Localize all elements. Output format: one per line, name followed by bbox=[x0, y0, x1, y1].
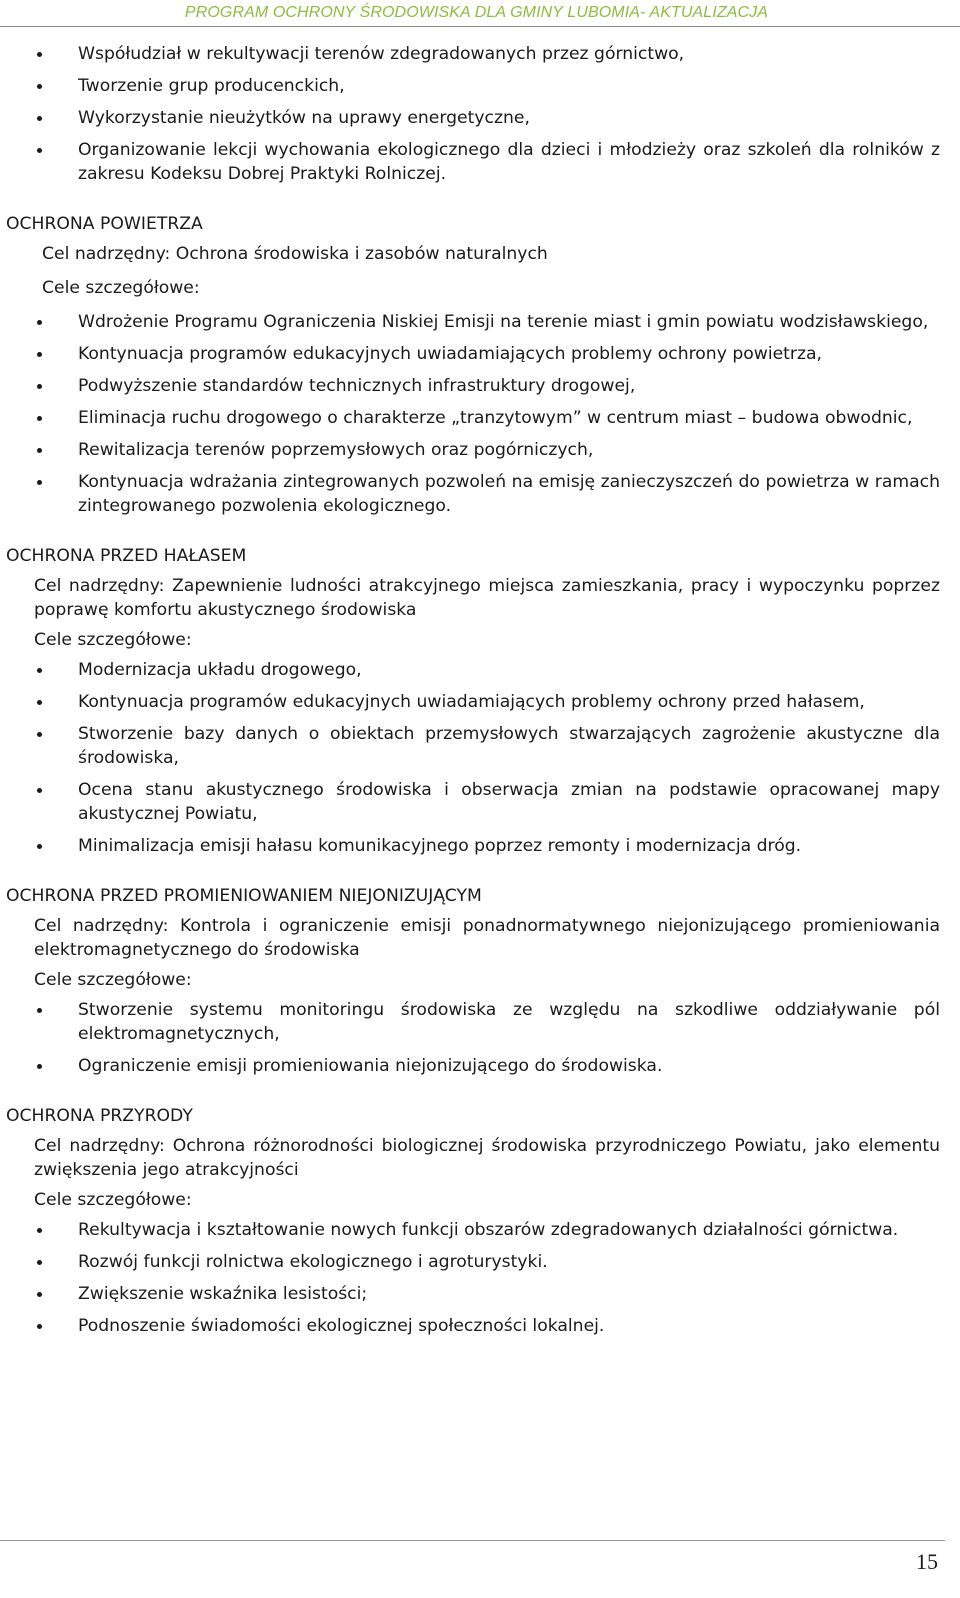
specific-goals-label: Cele szczegółowe: bbox=[34, 630, 192, 650]
footer-divider bbox=[0, 1540, 945, 1541]
specific-goals-list bbox=[6, 310, 940, 518]
main-goal: Cel nadrzędny: Kontrola i ograniczenie emisji ponadnormatywnego niejonizującego promieniowania elektromagnetycznego do środowiska bbox=[34, 916, 940, 960]
section-title: OCHRONA PRZED PROMIENIOWANIEM NIEJONIZUJĄCYM bbox=[6, 886, 482, 906]
list-item: Stworzenie bazy danych o obiektach przemysłowych stwarzających zagrożenie akustyczne dla środowiska, bbox=[6, 722, 940, 770]
specific-goals-label: Cele szczegółowe: bbox=[34, 970, 192, 990]
main-goal: Cel nadrzędny: Ochrona różnorodności biologicznej środowiska przyrodniczego Powiatu, jako elementu zwiększenia jego atrakcyjności bbox=[34, 1136, 940, 1180]
section-ochrona-powietrza bbox=[6, 212, 940, 518]
section-title: OCHRONA PRZYRODY bbox=[6, 1106, 193, 1126]
main-goal: Cel nadrzędny: Ochrona środowiska i zasobów naturalnych bbox=[42, 244, 548, 264]
list-item: Rozwój funkcji rolnictwa ekologicznego i agroturystyki. bbox=[6, 1250, 940, 1274]
list-item: Kontynuacja wdrażania zintegrowanych pozwoleń na emisję zanieczyszczeń do powietrza w ramach zintegrowanego pozwolenia ekologicznego. bbox=[6, 470, 940, 518]
list-item: Ocena stanu akustycznego środowiska i obserwacja zmian na podstawie opracowanej mapy akustycznej Powiatu, bbox=[6, 778, 940, 826]
section-ochrona-przyrody bbox=[6, 1104, 940, 1338]
list-item: Współudział w rekultywacji terenów zdegradowanych przez górnictwo, bbox=[6, 42, 940, 66]
list-item: Rekultywacja i kształtowanie nowych funkcji obszarów zdegradowanych działalności górnictwa. bbox=[6, 1218, 940, 1242]
list-item: Tworzenie grup producenckich, bbox=[6, 74, 940, 98]
list-item: Minimalizacja emisji hałasu komunikacyjnego poprzez remonty i modernizacja dróg. bbox=[6, 834, 940, 858]
list-item: Wdrożenie Programu Ograniczenia Niskiej Emisji na terenie miast i gmin powiatu wodzisławskiego, bbox=[6, 310, 940, 334]
list-item: Kontynuacja programów edukacyjnych uwiadamiających problemy ochrony przed hałasem, bbox=[6, 690, 940, 714]
main-goal: Cel nadrzędny: Zapewnienie ludności atrakcyjnego miejsca zamieszkania, pracy i wypoczynku poprzez poprawę komfortu akustycznego środowiska bbox=[34, 576, 940, 620]
intro-list bbox=[6, 42, 940, 186]
list-item: Organizowanie lekcji wychowania ekologicznego dla dzieci i młodzieży oraz szkoleń dla rolników z zakresu Kodeksu Dobrej Praktyki Rolniczej. bbox=[6, 138, 940, 186]
specific-goals-list bbox=[6, 1218, 940, 1338]
section-title: OCHRONA POWIETRZA bbox=[6, 214, 203, 234]
list-item: Zwiększenie wskaźnika lesistości; bbox=[6, 1282, 940, 1306]
list-item: Stworzenie systemu monitoringu środowiska ze względu na szkodliwe oddziaływanie pól elektromagnetycznych, bbox=[6, 998, 940, 1046]
list-item: Modernizacja układu drogowego, bbox=[6, 658, 940, 682]
page-number: 15 bbox=[916, 1549, 938, 1574]
specific-goals-list bbox=[6, 998, 940, 1078]
header-title: PROGRAM OCHRONY ŚRODOWISKA DLA GMINY LUBOMIA- AKTUALIZACJA bbox=[184, 4, 768, 21]
section-title: OCHRONA PRZED HAŁASEM bbox=[6, 546, 247, 566]
specific-goals-list bbox=[6, 658, 940, 858]
specific-goals-label: Cele szczegółowe: bbox=[34, 1190, 192, 1210]
list-item: Podnoszenie świadomości ekologicznej społeczności lokalnej. bbox=[6, 1314, 940, 1338]
list-item: Podwyższenie standardów technicznych infrastruktury drogowej, bbox=[6, 374, 940, 398]
document-body bbox=[6, 42, 940, 1346]
page-header bbox=[0, 0, 960, 27]
list-item: Ograniczenie emisji promieniowania niejonizującego do środowiska. bbox=[6, 1054, 940, 1078]
section-ochrona-przed-promieniowaniem bbox=[6, 884, 940, 1078]
list-item: Eliminacja ruchu drogowego o charakterze „tranzytowym” w centrum miast – budowa obwodnic, bbox=[6, 406, 940, 430]
list-item: Kontynuacja programów edukacyjnych uwiadamiających problemy ochrony powietrza, bbox=[6, 342, 940, 366]
specific-goals-label: Cele szczegółowe: bbox=[42, 278, 200, 298]
section-ochrona-przed-halasem bbox=[6, 544, 940, 858]
list-item: Wykorzystanie nieużytków na uprawy energetyczne, bbox=[6, 106, 940, 130]
list-item: Rewitalizacja terenów poprzemysłowych oraz pogórniczych, bbox=[6, 438, 940, 462]
